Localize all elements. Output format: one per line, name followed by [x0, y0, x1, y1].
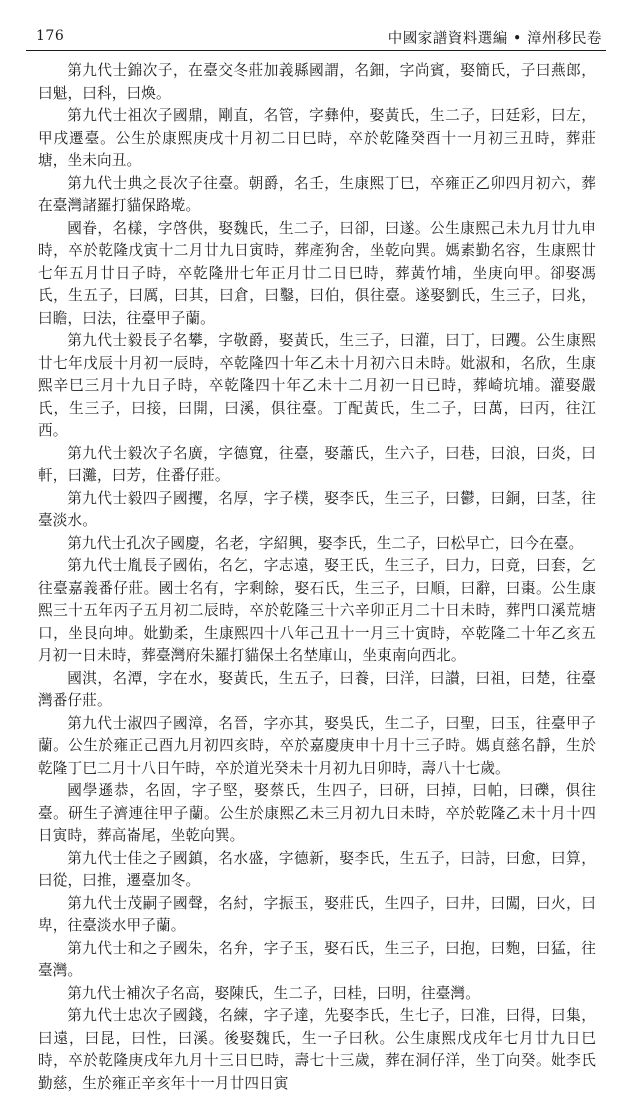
running-title: 中國家譜資料選編 • 漳州移民卷 [387, 31, 602, 47]
page-header [26, 24, 606, 52]
page-number: 176 [36, 28, 65, 44]
paragraph: 第九代士典之長次子往臺。朝爵，名壬，生康熙丁巳，卒雍正乙卯四月初六，葬在臺灣諸羅打貓保路墘。 [38, 174, 596, 214]
header-rule [26, 50, 606, 51]
paragraph: 第九代士和之子國朱，名弁，字子玉，娶石氏，生三子，曰抱，曰麭，曰猛，往臺灣。 [38, 939, 596, 979]
paragraph: 國淇，名潭，字在水，娶黃氏，生五子，曰養，曰洋，曰讃，曰祖，曰楚，往臺灣番仔莊。 [38, 669, 596, 709]
paragraph: 第九代士忠次子國錢，名練，字子達，先娶李氏，生七子，曰准，曰得，曰集，曰遠，曰昆，曰性，曰溪。後娶魏氏，生一子曰秋。公生康熙戊戌年七月廿九日巳時，卒於乾隆庚戌年九月十三日巳時，壽七十三歲，葬在洞仔洋，坐丁向癸。妣李氏勤慈，生於雍正辛亥年十一月廿四日寅 [38, 1007, 596, 1092]
paragraph: 第九代士茂嗣子國聲，名紂，字振玉，娶莊氏，生四子，曰井，曰闖，曰火，曰卑，往臺淡水甲子蘭。 [38, 894, 596, 934]
paragraph: 第九代士毅次子名廣，字德寬，往臺，娶蕭氏，生六子，曰巷，曰浪，曰炎，曰軒，曰灘，曰芳，住番仔莊。 [38, 444, 596, 484]
paragraph: 第九代士淑四子國漳，名晉，字亦其，娶吳氏，生二子，曰聖，曰玉，往臺甲子蘭。公生於雍正己酉九月初四亥時，卒於嘉慶庚申十月十三子時。媽貞慈名靜，生於乾隆丁巳二月十八日午時，卒於道光癸未十月初九日卯時，壽八十七歲。 [38, 714, 596, 777]
paragraph: 第九代士補次子名高，娶陳氏，生二子，曰桂，曰明，往臺灣。 [67, 984, 481, 1002]
paragraph: 第九代士毅四子國攫，名厚，字子樸，娶李氏，生三子，曰鬱，曰銅，曰茎，往臺淡水。 [38, 489, 596, 529]
paragraph: 第九代士毅長子名攀，字敬爵，娶黃氏，生三子，曰灌，曰丁，曰躩。公生康熙廿七年戊辰十月初一辰時，卒乾隆四十年乙未十月初六日未時。妣淑和，名欣，生康熙辛巳三月十九日子時，卒乾隆四十年乙未十二月初一日已時，葬崎坑埔。灌娶嚴氏，生三子，曰接，曰開，曰溪，俱往臺。丁配黃氏，生二子，曰萬，曰丙，往江西。 [38, 332, 596, 439]
paragraph: 第九代士胤長子國佑，名乞，字志遠，娶王氏，生三子，曰力，曰竟，曰套，乞往臺嘉義番仔莊。國士名有，字剩餘，娶石氏，生三子，曰順，曰辭，曰棗。公生康熙三十五年丙子五月初二辰時，卒於乾隆三十六辛卯正月二十日未時，葬門口溪荒塘口，坐艮向坤。妣勤柔，生康熙四十八年己丑十一月三十寅時，卒乾隆二十年乙亥五月初一日未時，葬臺灣府朱羅打貓保土名埜庫山，坐東南向西北。 [38, 557, 596, 664]
body-text [38, 60, 596, 1095]
paragraph: 第九代士孔次子國慶，名老，字紹興，娶李氏，生二子，曰松早亡，曰今在臺。 [67, 534, 584, 552]
paragraph: 國學遜恭，名固，字子堅，娶蔡氏，生四子，曰研，曰掉，曰帕，曰礫，俱往臺。研生子濟連往甲子蘭。公生於康熙乙未三月初九日未時，卒於乾隆乙未十月十四日寅時，葬高崙尾，坐乾向巽。 [38, 782, 596, 844]
paragraph: 第九代士佳之子國鎮，名水盛，字德新，娶李氏，生五子，曰詩，曰愈，曰算，曰從，曰推，遷臺加冬。 [38, 849, 596, 889]
paragraph: 第九代士祖次子國鼎，剛直，名管，字彝仲，娶黃氏，生二子，曰廷彩，曰左，甲戌遷臺。公生於康熙庚戌十月初二日巳時，卒於乾隆癸酉十一月初三丑時，葬莊塘，坐未向丑。 [38, 107, 596, 169]
paragraph: 國眷，名樣，字啓供，娶魏氏，生二子，曰卻，曰遂。公生康熙己未九月廿九申時，卒於乾隆戊寅十二月廿九日寅時，葬產狗舍，坐乾向巽。媽素勤名容，生康熙廿七年五月廿日子時，卒乾隆卅七年正月廿二日巳時，葬黃竹埔，坐庚向甲。卻娶馮氏，生五子，曰厲，曰其，曰倉，曰鑿，曰伯，俱往臺。遂娶劉氏，生三子，曰兆，曰瞻，曰法，往臺甲子蘭。 [38, 219, 596, 327]
paragraph: 第九代士錦次子，在臺交冬莊加義縣國謂，名鈿，字尚賓，娶簡氏，子曰燕郎，曰魁，曰科，曰煥。 [38, 62, 596, 102]
